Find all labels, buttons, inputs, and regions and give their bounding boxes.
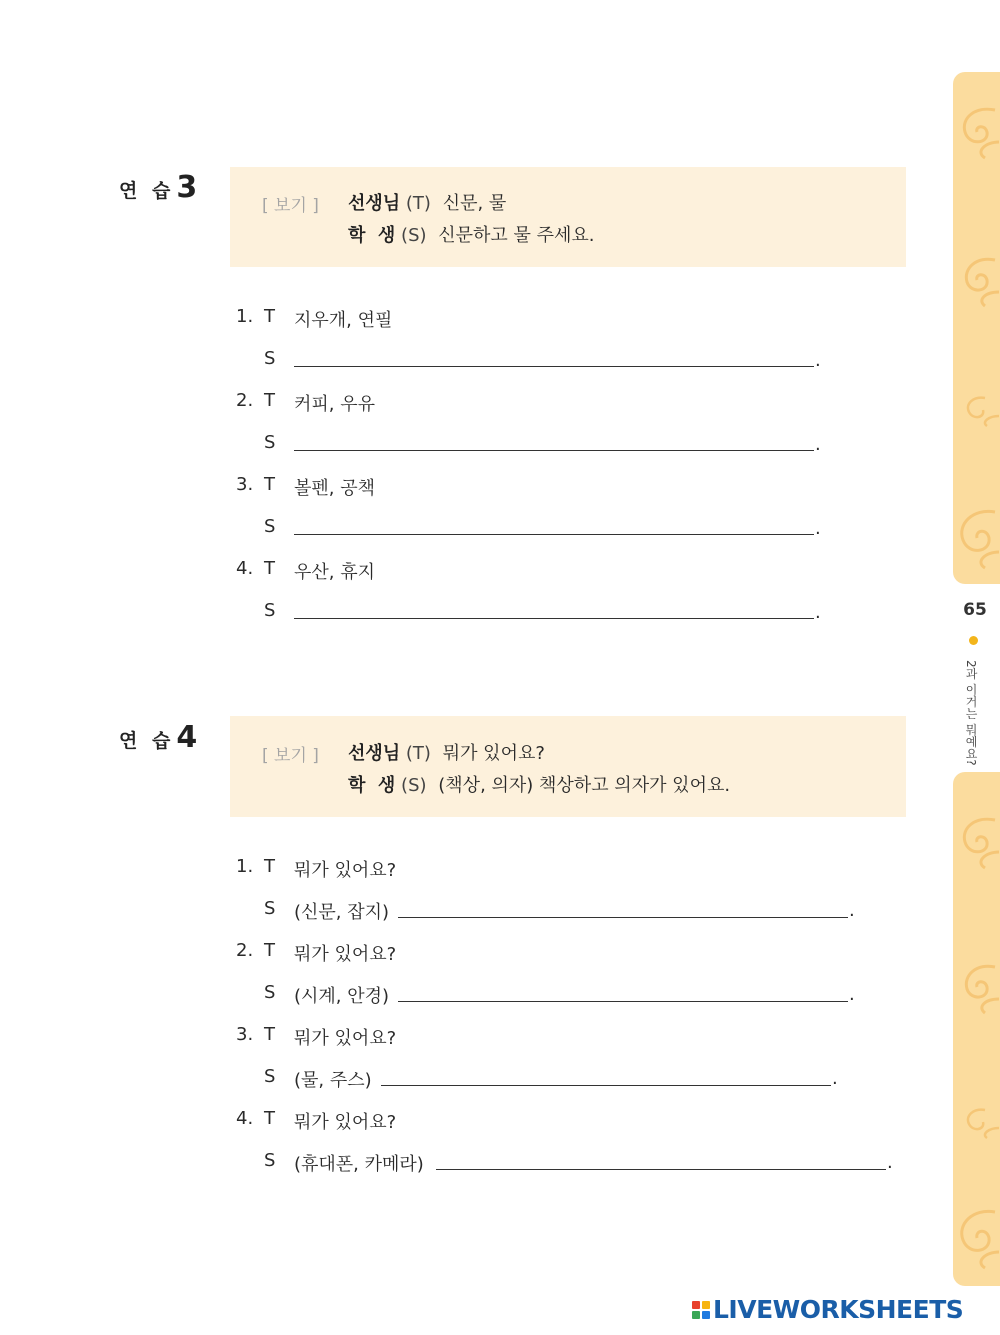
teacher-label: T	[264, 474, 275, 495]
student-label: S	[264, 432, 276, 453]
teacher-label: T	[264, 390, 275, 411]
item-prompt: 뭐가 있어요?	[294, 1112, 397, 1133]
exercise-4-label	[119, 720, 197, 755]
teacher-code: (T)	[405, 193, 431, 214]
student-role: 학 생	[348, 775, 396, 796]
student-label: S	[264, 982, 276, 1003]
item-number: 1.	[236, 306, 254, 327]
teacher-text: 신문, 물	[442, 193, 507, 214]
brand-name: LIVEWORKSHEETS	[713, 1295, 964, 1324]
student-label: S	[264, 348, 276, 369]
item-number: 2.	[236, 390, 254, 411]
answer-blank[interactable]	[436, 1169, 886, 1170]
teacher-label: T	[264, 1024, 275, 1045]
student-code: (S)	[401, 775, 427, 796]
example-tag: [ 보기 ]	[262, 196, 319, 216]
teacher-label: T	[264, 558, 275, 579]
chapter-title: 2과 이거는 뭐예요?	[964, 660, 978, 766]
item-number: 4.	[236, 558, 254, 579]
item-number: 1.	[236, 856, 254, 877]
answer-hint: (신문, 잡지)	[294, 902, 390, 923]
period: .	[815, 434, 821, 455]
item-prompt: 우산, 휴지	[294, 562, 375, 583]
teacher-code: (T)	[405, 743, 431, 764]
teacher-text: 뭐가 있어요?	[442, 743, 545, 764]
side-tab-top	[953, 72, 1000, 584]
period: .	[832, 1068, 838, 1089]
answer-blank[interactable]	[294, 534, 814, 535]
period: .	[815, 350, 821, 371]
item-prompt: 뭐가 있어요?	[294, 1028, 397, 1049]
exercise-number: 4	[176, 720, 198, 755]
student-label: S	[264, 898, 276, 919]
answer-blank[interactable]	[294, 618, 814, 619]
answer-hint: (물, 주스)	[294, 1070, 372, 1091]
cloud-swirl-icon	[955, 102, 999, 162]
answer-blank[interactable]	[398, 1001, 848, 1002]
cloud-swirl-icon	[955, 390, 999, 430]
period: .	[849, 900, 855, 921]
cloud-swirl-icon	[955, 812, 999, 872]
item-number: 4.	[236, 1108, 254, 1129]
answer-hint: (휴대폰, 카메라)	[294, 1154, 424, 1175]
teacher-role: 선생님	[348, 193, 401, 214]
cloud-swirl-icon	[955, 250, 999, 310]
period: .	[815, 602, 821, 623]
teacher-label: T	[264, 856, 275, 877]
student-label: S	[264, 1150, 276, 1171]
item-prompt: 커피, 우유	[294, 394, 375, 415]
student-text: 신문하고 물 주세요.	[438, 225, 595, 246]
teacher-label: T	[264, 940, 275, 961]
answer-hint: (시계, 안경)	[294, 986, 390, 1007]
item-number: 3.	[236, 1024, 254, 1045]
student-label: S	[264, 1066, 276, 1087]
teacher-label: T	[264, 306, 275, 327]
cloud-swirl-icon	[955, 502, 999, 572]
teacher-role: 선생님	[348, 743, 401, 764]
teacher-label: T	[264, 1108, 275, 1129]
cloud-swirl-icon	[955, 1202, 999, 1272]
period: .	[849, 984, 855, 1005]
item-number: 3.	[236, 474, 254, 495]
student-label: S	[264, 600, 276, 621]
answer-blank[interactable]	[294, 366, 814, 367]
item-prompt: 볼펜, 공책	[294, 478, 375, 499]
liveworksheets-logo	[692, 1295, 963, 1324]
item-prompt: 뭐가 있어요?	[294, 944, 397, 965]
logo-blocks-icon	[692, 1301, 710, 1319]
exercise-word: 연 습	[119, 730, 175, 752]
example-box-4	[230, 716, 906, 817]
student-code: (S)	[401, 225, 427, 246]
cloud-swirl-icon	[955, 1102, 999, 1142]
exercise-3-label	[119, 170, 197, 205]
answer-blank[interactable]	[294, 450, 814, 451]
period: .	[887, 1152, 893, 1173]
student-label: S	[264, 516, 276, 537]
answer-blank[interactable]	[398, 917, 848, 918]
student-text: (책상, 의자) 책상하고 의자가 있어요.	[438, 775, 731, 796]
side-tab-bottom	[953, 772, 1000, 1286]
student-role: 학 생	[348, 225, 396, 246]
exercise-word: 연 습	[119, 180, 175, 202]
item-number: 2.	[236, 940, 254, 961]
example-box-3	[230, 167, 906, 267]
period: .	[815, 518, 821, 539]
page-number: 65	[963, 600, 987, 620]
cloud-swirl-icon	[955, 957, 999, 1017]
page-dot-icon	[969, 636, 978, 645]
item-prompt: 뭐가 있어요?	[294, 860, 397, 881]
example-tag: [ 보기 ]	[262, 746, 319, 766]
answer-blank[interactable]	[381, 1085, 831, 1086]
exercise-number: 3	[176, 170, 198, 205]
item-prompt: 지우개, 연필	[294, 310, 393, 331]
